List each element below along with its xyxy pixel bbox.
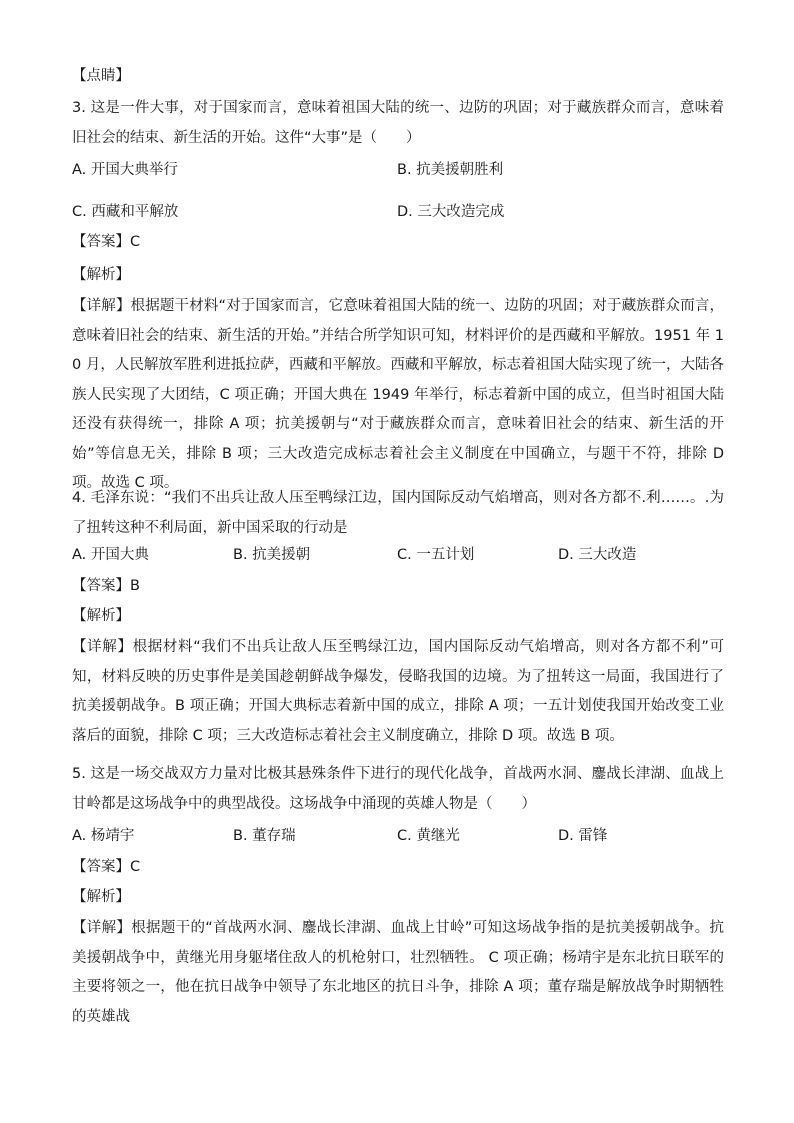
question-4-option-a: A. 开国大典 xyxy=(72,547,149,563)
question-3-stem: 3. 这是一件大事，对于国家而言，意味着祖国大陆的统一、边防的巩固；对于藏族群众而言，意味着旧社会的结束、新生活的开始。这件“大事”是（ ） xyxy=(72,100,724,146)
dianjing-label: 【点睛】 xyxy=(72,68,130,84)
question-4-answer: 【答案】B xyxy=(72,578,140,594)
question-5-option-b: B. 董存瑞 xyxy=(233,828,296,844)
question-4-option-b: B. 抗美援朝 xyxy=(233,547,311,563)
question-5-option-d: D. 雷锋 xyxy=(558,828,608,844)
question-5-analysis-label: 【解析】 xyxy=(72,889,130,905)
question-4-detail: 【详解】根据材料“我们不出兵让敌人压至鸭绿江边，国内国际反动气焰增高，则对各方都不利”可知，材料反映的历史事件是美国趁朝鲜战争爆发，侵略我国的边境。为了扭转这一局面，我国进行了抗美援朝战争。B 项正确；开国大典标志着新中国的成立，排除 A 项；一五计划使我国开始改变工业落后的面貌，排除 C 项；三大改造标志着社会主义制度确立，排除 D 项。故选 B 项。 xyxy=(72,639,724,744)
question-3-detail: 【详解】根据题干材料“对于国家而言，它意味着祖国大陆的统一、边防的巩固；对于藏族群众而言，意味着旧社会的结束、新生活的开始。”并结合所学知识可知，材料评价的是西藏和平解放。1951 年 10 月，人民解放军胜利进抵拉萨，西藏和平解放。西藏和平解放，标志着祖国大陆实现了统一，大陆各族人民实现了大团结，C 项正确；开国大典在 1949 年举行，标志着新中国的成立，但当时祖国大陆还没有获得统一，排除 A 项；抗美援朝与“对于藏族群众而言，意味着旧社会的结束、新生活的开始”等信息无关，排除 B 项；三大改造完成标志着社会主义制度在中国确立，与题干不符，排除 D 项。故选 C 项。 xyxy=(72,298,724,491)
question-3-option-c: C. 西藏和平解放 xyxy=(72,204,179,220)
question-5-answer: 【答案】C xyxy=(72,859,141,875)
question-4-option-d: D. 三大改造 xyxy=(558,547,637,563)
question-3-answer: 【答案】C xyxy=(72,234,141,250)
question-5-option-c: C. 黄继光 xyxy=(397,828,460,844)
question-5-detail: 【详解】根据题干的“首战两水洞、鏖战长津湖、血战上甘岭”可知这场战争指的是抗美援朝战争。抗美援朝战争中，黄继光用身躯堵住敌人的机枪射口，壮烈牺牲。 C 项正确；杨靖宇是东北抗日联军的主要将领之一，他在抗日战争中领导了东北地区的抗日斗争，排除 A 项；董存瑞是解放战争时期牺牲的英雄战 xyxy=(72,920,724,1025)
question-3-option-b: B. 抗美援朝胜利 xyxy=(397,162,504,178)
question-4-stem: 4. 毛泽东说：“我们不出兵让敌人压至鸭绿江边，国内国际反动气焰增高，则对各方都不.利……。.为了扭转这种不利局面，新中国采取的行动是 xyxy=(72,490,724,536)
question-3-option-a: A. 开国大典举行 xyxy=(72,162,178,178)
question-3-option-d: D. 三大改造完成 xyxy=(397,204,505,220)
question-5-option-a: A. 杨靖宇 xyxy=(72,828,135,844)
question-4-option-c: C. 一五计划 xyxy=(397,547,475,563)
question-5-stem: 5. 这是一场交战双方力量对比极其悬殊条件下进行的现代化战争，首战两水洞、鏖战长津湖、血战上甘岭都是这场战争中的典型战役。这场战争中涌现的英雄人物是（ ） xyxy=(72,766,724,812)
question-3-analysis-label: 【解析】 xyxy=(72,267,130,283)
question-4-analysis-label: 【解析】 xyxy=(72,608,130,624)
